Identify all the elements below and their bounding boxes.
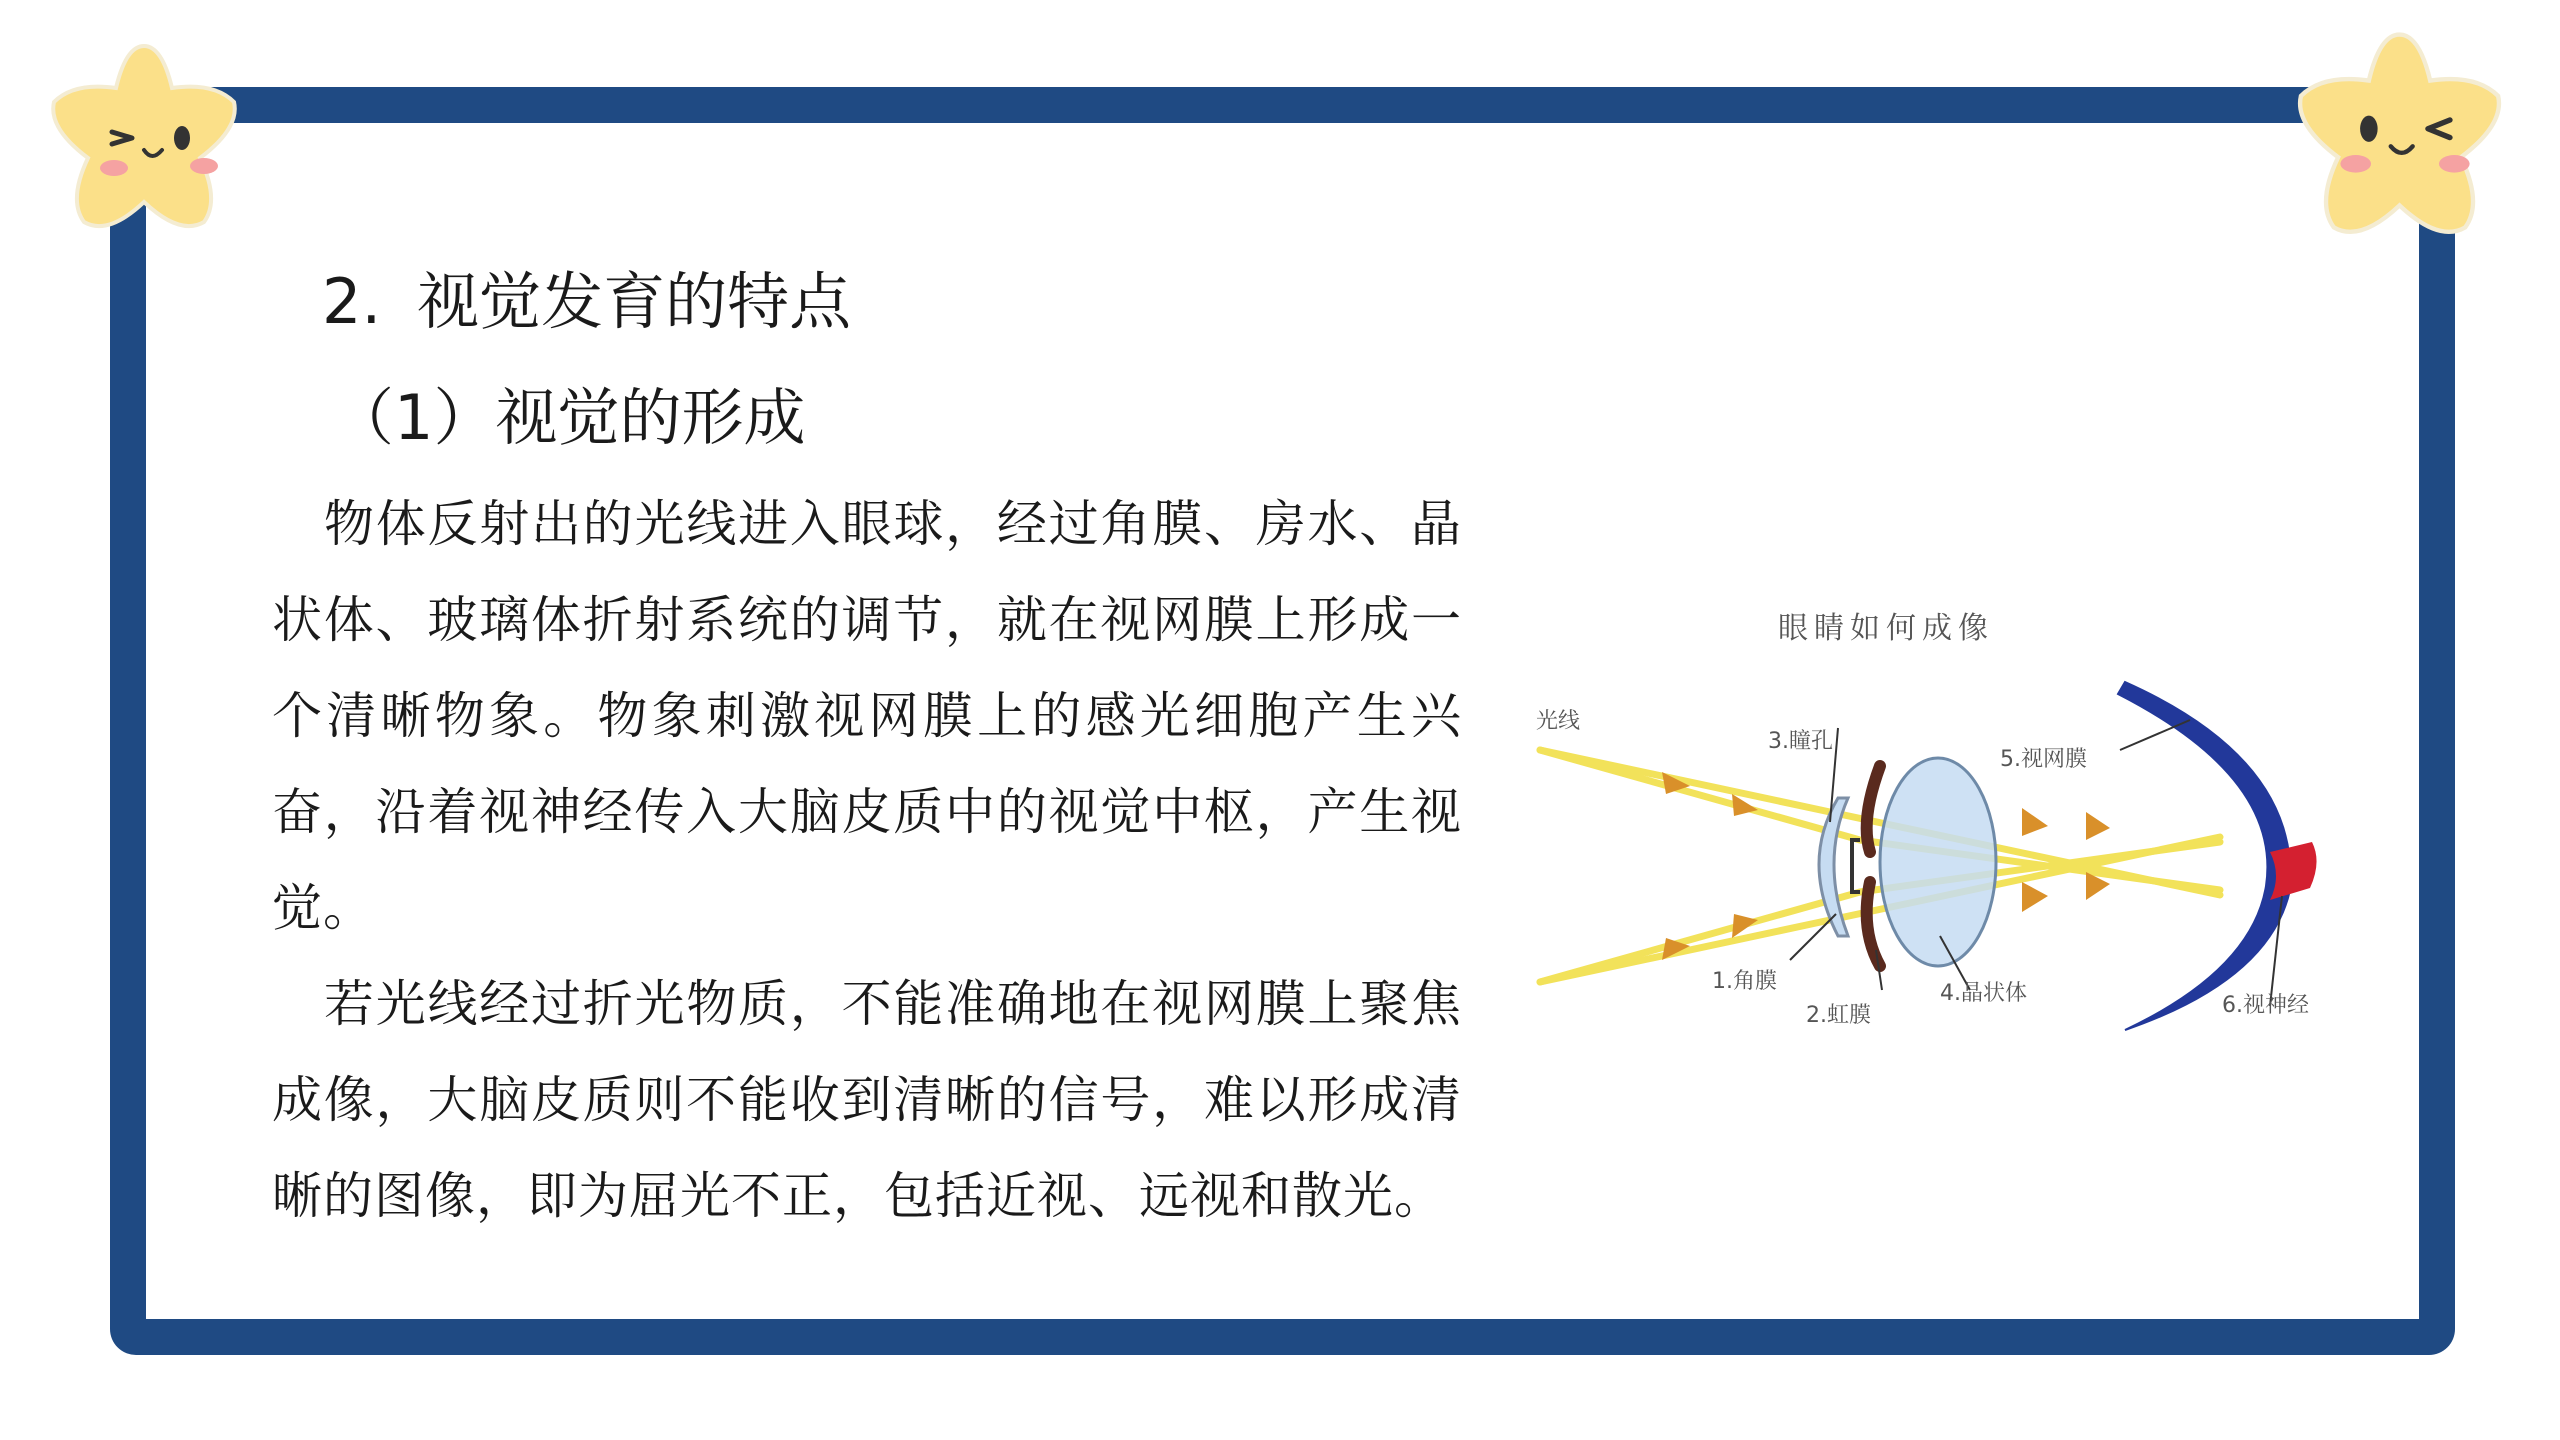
label-pupil: 3.瞳孔 (1768, 729, 1833, 754)
label-lens: 4.晶状体 (1940, 981, 2027, 1006)
optic-nerve-shape (2270, 842, 2317, 900)
eye-imaging-diagram (1500, 590, 2350, 1060)
label-retina: 5.视网膜 (2000, 747, 2087, 772)
iris-shape (1867, 882, 1880, 966)
section-title: 视觉发育的特点 (417, 265, 852, 338)
body-text (272, 476, 1462, 1244)
subsection-heading: （1）视觉的形成 (332, 381, 806, 454)
ray-arrow (2086, 812, 2110, 840)
pointer-line (2120, 720, 2190, 750)
star-face-left-icon (44, 40, 254, 250)
label-light: 光线 (1536, 709, 1581, 734)
label-optic-nerve: 6.视神经 (2222, 993, 2309, 1018)
section-number: 2. (322, 265, 382, 338)
pupil-shape (1852, 840, 1860, 892)
label-cornea: 1.角膜 (1712, 969, 1777, 994)
ray-arrow (2022, 882, 2048, 912)
diagram-title: 眼睛如何成像 (1778, 611, 1994, 646)
paragraph-vision-formation: 物体反射出的光线进入眼球，经过角膜、房水、晶状体、玻璃体折射系统的调节，就在视网膜上形成一个清晰物象。物象刺激视网膜上的感光细胞产生兴奋，沿着视神经传入大脑皮质中的视觉中枢，产生视觉。 (272, 495, 1462, 937)
paragraph-refractive-error: 若光线经过折光物质，不能准确地在视网膜上聚焦成像，大脑皮质则不能收到清晰的信号，难以形成清晰的图像，即为屈光不正，包括近视、远视和散光。 (272, 975, 1462, 1225)
ray-arrow (2022, 808, 2048, 836)
section-heading (322, 262, 851, 342)
light-ray (1540, 750, 1830, 812)
star-face-right-icon (2290, 28, 2520, 258)
lens-shape (1880, 758, 1996, 966)
light-ray (1540, 920, 1830, 982)
label-iris: 2.虹膜 (1806, 1003, 1871, 1028)
